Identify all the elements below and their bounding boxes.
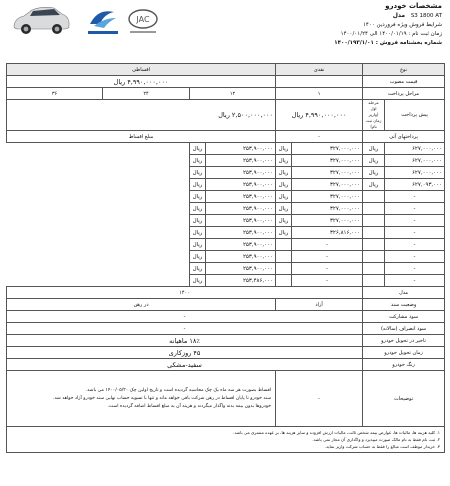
circular-number: شماره بخشنامه فروش : ۱۴۰۰/۱۹۳/۱/۰۱: [334, 40, 442, 46]
prepay-row: [7, 100, 445, 131]
installment-row: [7, 179, 445, 191]
installments-body: [7, 143, 445, 287]
installment-36m-currency: ریال: [190, 263, 206, 275]
color-value: سفید-مشکی: [7, 359, 363, 371]
delay-label: تاخیر در تحویل خودرو: [363, 335, 445, 347]
installment-12m-value: -: [385, 251, 445, 263]
installment-row: [7, 275, 445, 287]
installment-24m-currency: ریال: [276, 143, 292, 155]
installment-36m-currency: ریال: [190, 143, 206, 155]
header: [0, 0, 450, 62]
partnership-label: سود مشارکت: [363, 311, 445, 323]
installment-12m-currency: [363, 191, 385, 203]
installment-12m-currency: [363, 251, 385, 263]
installment-36m-value: ۲۵۳,۴۸۶,۰۰۰: [206, 275, 276, 287]
footnotes: [7, 427, 445, 453]
months-row: [7, 88, 445, 100]
installment-36m-currency: ریال: [190, 275, 206, 287]
jac-logo-icon: [126, 4, 160, 38]
installment-12m-value: ۶۲۷,۰۰۰,۰۰۰: [385, 155, 445, 167]
installment-12m-currency: ریال: [363, 179, 385, 191]
type-cash: نقدی: [276, 64, 363, 76]
header-info: [292, 2, 442, 48]
model-value: S3 1800 AT: [410, 13, 442, 19]
installment-12m-value: ۶۲۷,۰۰۰,۰۰۰: [385, 167, 445, 179]
installment-12m-value: -: [385, 239, 445, 251]
type-installment: اقساطی: [7, 64, 276, 76]
installment-24m-value: ۳۲۷,۰۰۰,۰۰۰: [292, 143, 363, 155]
footnote-item: ۳. خریدار موظف است مبالغ را فقط به حساب شرکت واریز نماید.: [324, 444, 441, 449]
installment-12m-value: -: [385, 203, 445, 215]
installment-24m-value: ۳۲۷,۰۰۰,۰۰۰: [292, 167, 363, 179]
installment-12m-currency: ریال: [363, 155, 385, 167]
installment-12m-value: -: [385, 191, 445, 203]
installment-24m-value: ۳۲۷,۰۰۰,۰۰۰: [292, 203, 363, 215]
installment-24m-currency: [276, 239, 292, 251]
installment-24m-currency: ریال: [276, 155, 292, 167]
installment-row: [7, 155, 445, 167]
installment-12m-value: -: [385, 263, 445, 275]
footnote-item: ۲. ثبت نام فقط به نام مالک صورت میپذیرد و واگذاری آن مجاز نمی باشد.: [312, 437, 441, 442]
status-label: وضعیت سند: [363, 299, 445, 311]
installment-12m-currency: [363, 239, 385, 251]
installment-12m-currency: [363, 275, 385, 287]
year-value: ۱۴۰۰: [7, 287, 363, 299]
car-image: [10, 2, 72, 38]
price-label: قیمت مصوب: [363, 76, 445, 88]
installment-row: [7, 143, 445, 155]
installment-24m-value: ۳۲۷,۰۰۰,۰۰۰: [292, 179, 363, 191]
penalty-row: [7, 323, 445, 335]
installment-12m-value: -: [385, 215, 445, 227]
status-row: [7, 299, 445, 311]
installment-row: [7, 227, 445, 239]
prepay-cash: ۴,۹۹۰,۰۰۰,۰۰۰ ریال: [276, 100, 363, 131]
notes-row: [7, 371, 445, 427]
installment-36m-value: ۲۵۳,۹۰۰,۰۰۰: [206, 203, 276, 215]
price-installment: ۴,۹۹۰,۰۰۰,۰۰۰ ریال: [7, 76, 276, 88]
installment-24m-currency: ریال: [276, 203, 292, 215]
months-label: مراحل پرداخت: [363, 88, 445, 100]
installment-36m-value: ۲۵۳,۹۰۰,۰۰۰: [206, 155, 276, 167]
installment-row: [7, 203, 445, 215]
registration-period: زمان ثبت نام : ۱۴۰۰/۰۱/۱۹ الی ۱۴۰۰/۰۱/۲۴: [340, 31, 442, 37]
installment-24m-value: -: [292, 275, 363, 287]
partnership-row: [7, 311, 445, 323]
installment-row: [7, 251, 445, 263]
installment-36m-currency: ریال: [190, 227, 206, 239]
installment-36m-currency: ریال: [190, 179, 206, 191]
installment-12m-currency: [363, 215, 385, 227]
installment-12m-value: -: [385, 275, 445, 287]
notes-cash: -: [276, 371, 363, 427]
installment-24m-value: ۳۲۷,۰۰۰,۰۰۰: [292, 215, 363, 227]
installment-24m-value: -: [292, 239, 363, 251]
installment-36m-currency: ریال: [190, 167, 206, 179]
installment-36m-value: ۲۵۳,۹۰۰,۰۰۰: [206, 239, 276, 251]
year-row: [7, 287, 445, 299]
remaining-label: پرداختهای آتی: [363, 131, 445, 143]
months-cash: ۱: [276, 88, 363, 100]
model-label: مدل: [392, 12, 406, 19]
installment-24m-value: ۳۲۶,۸۱۶,۰۰۰: [292, 227, 363, 239]
sale-conditions: شرایط فروش ویژه فروردین ۱۴۰۰: [362, 22, 442, 28]
installment-row: [7, 239, 445, 251]
type-label: نوع: [363, 64, 445, 76]
remaining-cash: -: [276, 131, 363, 143]
installment-header-row: [7, 131, 445, 143]
pricing-table: [6, 63, 445, 453]
installment-24m-currency: [276, 275, 292, 287]
installment-36m-currency: ریال: [190, 155, 206, 167]
notes-label: توضیحات: [363, 371, 445, 427]
partnership-value: -: [7, 311, 363, 323]
installment-36m-value: ۲۵۳,۹۰۰,۰۰۰: [206, 215, 276, 227]
notes-text: [7, 371, 276, 427]
prepay-label: پیش پرداخت: [385, 100, 445, 131]
note-item: سند خودرو تا پایان اقساط در رهن شرکت باقی خواهد ماند و تنها با تسویه حساب نهایی سند خودرو آزاد خواهد شد.: [53, 395, 272, 401]
prepay-installment: ۲,۵۰۰,۰۰۰,۰۰۰ ریال: [7, 100, 276, 131]
price-cash: [276, 76, 363, 88]
months-24: ۲۴: [103, 88, 190, 100]
type-row: [7, 64, 445, 76]
prepay-sub-label: مرحله اول (واریز زمان ثبت نام): [363, 100, 385, 131]
installment-12m-value: ۶۲۷,۰۰۰,۰۰۰: [385, 143, 445, 155]
delay-value: ۱۸٪ ماهیانه: [7, 335, 363, 347]
installment-36m-currency: ریال: [190, 251, 206, 263]
footnotes-row: [7, 427, 445, 453]
installment-24m-value: ۳۲۷,۰۰۰,۰۰۰: [292, 155, 363, 167]
installment-24m-currency: ریال: [276, 191, 292, 203]
installment-36m-currency: ریال: [190, 203, 206, 215]
color-row: [7, 359, 445, 371]
installment-36m-value: ۲۵۳,۹۰۰,۰۰۰: [206, 191, 276, 203]
installment-36m-value: ۲۵۳,۹۰۰,۰۰۰: [206, 263, 276, 275]
installment-label: مبلغ اقساط: [7, 131, 276, 143]
installment-row: [7, 215, 445, 227]
installment-36m-value: ۲۵۳,۹۰۰,۰۰۰: [206, 179, 276, 191]
status-cash: آزاد: [276, 299, 363, 311]
installment-24m-currency: [276, 251, 292, 263]
note-item: اقساط بصورت هر سه ماه یک چک محاسبه گردیده است و تاریخ اولین چک ۱۴۰۰/۰۵/۲۰ می باشد.: [85, 387, 272, 393]
installment-row: [7, 263, 445, 275]
months-36: ۳۶: [7, 88, 103, 100]
delivery-row: [7, 347, 445, 359]
installment-24m-value: -: [292, 263, 363, 275]
status-installment: در رهن: [7, 299, 276, 311]
installment-24m-currency: ریال: [276, 179, 292, 191]
installment-12m-currency: ریال: [363, 167, 385, 179]
note-item: خودروها بدون بیمه بدنه واگذار میگردند و هزینه آن به مبلغ اقساط اضافه گردیده است.: [107, 403, 272, 409]
model-line: [292, 11, 442, 21]
delivery-value: ۴۵ روزکاری: [7, 347, 363, 359]
delivery-label: زمان تحویل خودرو: [363, 347, 445, 359]
installment-36m-value: ۲۵۳,۹۰۰,۰۰۰: [206, 143, 276, 155]
installment-24m-currency: ریال: [276, 167, 292, 179]
installment-36m-currency: ریال: [190, 191, 206, 203]
installment-12m-currency: ریال: [363, 143, 385, 155]
installment-24m-currency: ریال: [276, 215, 292, 227]
installment-36m-value: ۲۵۳,۹۰۰,۰۰۰: [206, 227, 276, 239]
installment-row: [7, 167, 445, 179]
penalty-label: سود انصراف (سالانه): [363, 323, 445, 335]
delay-row: [7, 335, 445, 347]
installment-24m-value: -: [292, 251, 363, 263]
brand-logo-icon: [84, 4, 122, 38]
installment-12m-currency: [363, 203, 385, 215]
installment-12m-value: -: [385, 227, 445, 239]
penalty-value: -: [7, 323, 363, 335]
installment-12m-currency: [363, 227, 385, 239]
installment-24m-value: ۳۲۷,۰۰۰,۰۰۰: [292, 191, 363, 203]
months-12: ۱۲: [190, 88, 276, 100]
installment-36m-value: ۲۵۳,۹۰۰,۰۰۰: [206, 251, 276, 263]
installment-12m-value: ۶۲۷,۰۹۳,۰۰۰: [385, 179, 445, 191]
installment-36m-value: ۲۵۳,۹۰۰,۰۰۰: [206, 167, 276, 179]
installment-36m-currency: ریال: [190, 215, 206, 227]
installment-24m-currency: [276, 263, 292, 275]
svg-text:JAC: JAC: [136, 15, 150, 24]
color-label: رنگ خودرو: [363, 359, 445, 371]
installment-row: [7, 191, 445, 203]
footnote-item: ۱. کلیه هزینه ها، مالیات ها، عوارض بیمه شخص ثالث، مالیات ارزش افزوده و سایر هزینه ها، بر عهده مشتری می باشد.: [233, 430, 441, 435]
installment-24m-currency: ریال: [276, 227, 292, 239]
installment-12m-currency: [363, 263, 385, 275]
price-row: [7, 76, 445, 88]
year-label: مدل: [363, 287, 445, 299]
header-title: مشخصات خودرو: [385, 2, 442, 10]
installment-36m-currency: ریال: [190, 239, 206, 251]
